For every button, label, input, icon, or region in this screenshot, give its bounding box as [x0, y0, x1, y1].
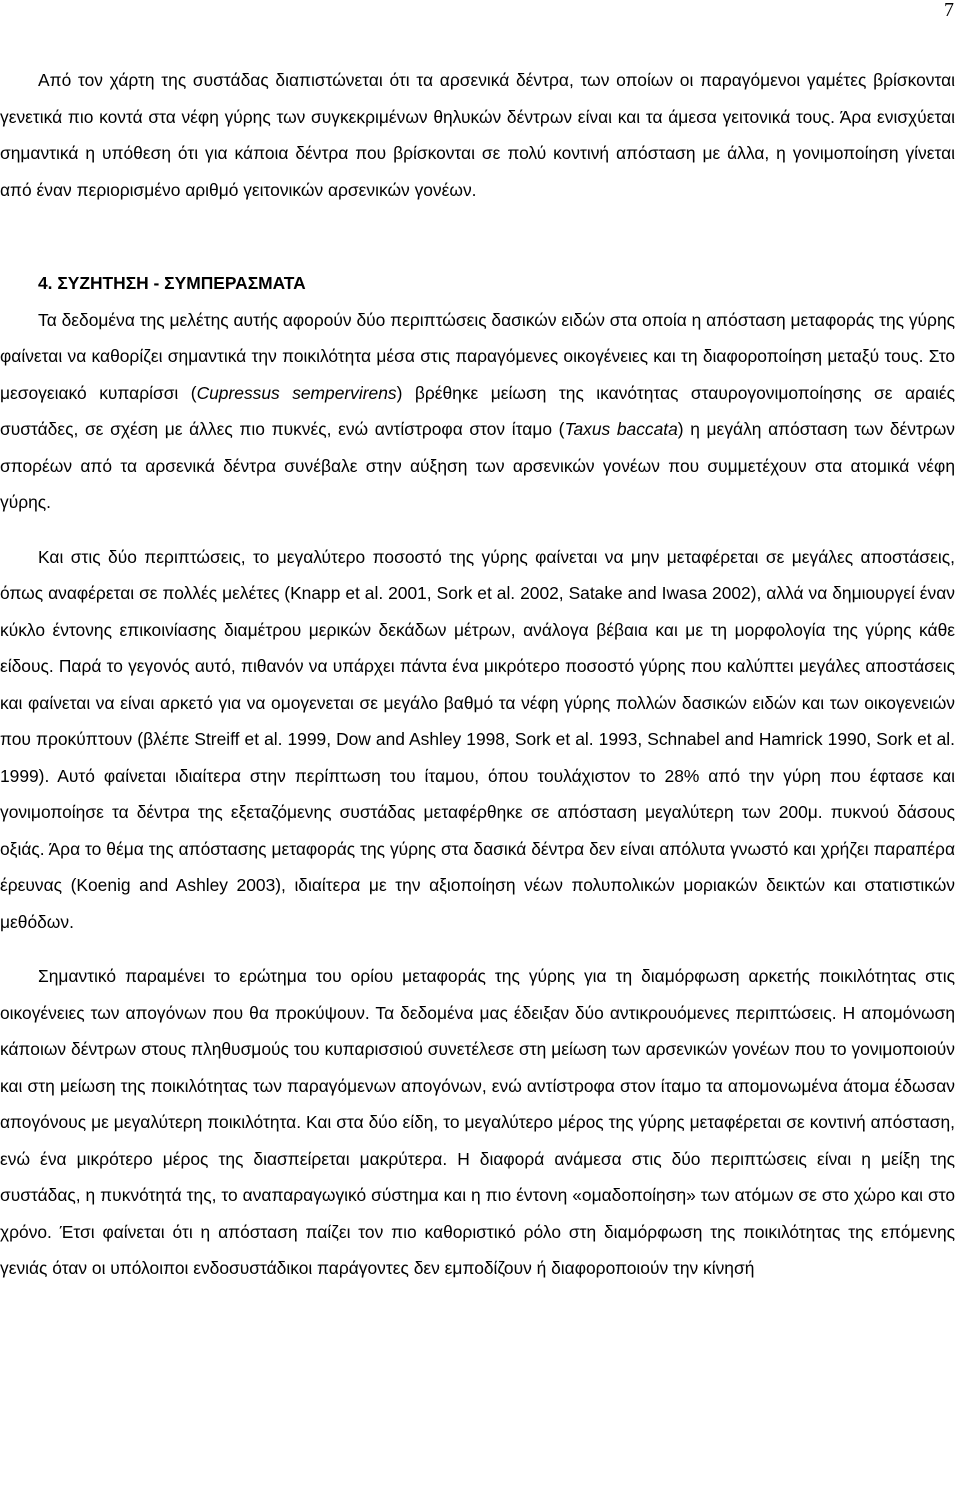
paragraph-map-findings: Από τον χάρτη της συστάδας διαπιστώνεται ότι τα αρσενικά δέντρα, των οποίων οι παραγόμενοι γαμέτες βρίσκονται γενετικά πιο κοντά στα νέφη γύρης των συγκεκριμένων θηλυκών δέντρων είναι και τα άμεσα γειτονικά τους. Άρα ενισχύεται σημαντικά η υπόθεση ότι για κάποια δέντρα που βρίσκονται σε πολύ κοντινή απόσταση με άλλα, η γονιμοποίηση γίνεται από έναν περιορισμένο αριθμό γειτονικών αρσενικών γονέων. [0, 70, 955, 200]
paragraph-pollen-limit-question: Σημαντικό παραμένει το ερώτημα του ορίου μεταφοράς της γύρης για τη διαμόρφωση αρκετής ποικιλότητας στις οικογένειες των απογόνων που θα προκύψουν. Τα δεδομένα μας έδειξαν δύο αντικρουόμενες περιπτώσεις. Η απομόνωση κάποιων δέντρων στους πληθυσμούς του κυπαρισσιού συνετέλεσε στη μείωση των αρσενικών γονέων που το γονιμοποιούν και στη μείωση της ποικιλότητας των παραγόμενων απογόνων, ενώ αντίστροφα στον ίταμο τα απομονωμένα άτομα έδωσαν απογόνους με μεγαλύτερη ποικιλότητα. Και στα δύο είδη, το μεγαλύτερο μέρος της γύρης μεταφέρεται σε κοντινή απόσταση, ενώ ένα μικρότερο μέρος της διασπείρεται μακρύτερα. Η διαφορά ανάμεσα στις δύο περιπτώσεις είναι η μείξη της συστάδας, η πυκνότητά της, το αναπαραγωγικό σύστημα και η πιο έντονη «ομαδοποίηση» των ατόμων σε στο χώρο και στο χρόνο. Έτσι φαίνεται ότι η απόσταση παίζει τον πιο καθοριστικό ρόλο στη διαμόρφωση της ποικιλότητας της επόμενης γενιάς όταν οι υπόλοιποι ενδοσυστάδικοι παράγοντες δεν εμποδίζουν ή διαφοροποιούν την κίνησή [0, 966, 955, 1278]
species-name-cupressus: Cupressus sempervirens [196, 382, 397, 403]
page-number: 7 [944, 0, 954, 21]
paragraph-text: ) η μεγάλη απόσταση των δέντρων σπορέων από τα αρσενικά δέντρα συνέβαλε στην αύξηση των αρσενικών γονέων που συμμετέχουν στα ατομικά νέφη γύρης. [0, 419, 955, 512]
paragraph-study-data [0, 302, 955, 521]
species-name-taxus: Taxus baccata [564, 419, 678, 439]
paragraph-text: ) βρέθηκε μείωση της ικανότητας σταυρογονιμοποίησης σε αραιές συστάδες, σε σχέση με άλλες πιο πυκνές, ενώ αντίστροφα στον ίταμο ( [0, 382, 955, 439]
paragraph-text: Τα δεδομένα της μελέτης αυτής αφορούν δύο περιπτώσεις δασικών ειδών στα οποία η απόσταση μεταφοράς της γύρης φαίνεται να καθορίζει σημαντικά την ποικιλότητα μέσα στις παραγόμενες οικογένειες και τη διαφοροποίηση μεταξύ τους. Στο μεσογειακό κυπαρίσσι ( [0, 309, 955, 403]
document-body [0, 62, 955, 1287]
section-heading-discussion: 4. ΣΥΖΗΤΗΣΗ - ΣΥΜΠΕΡΑΣΜΑΤΑ [38, 273, 306, 293]
paragraph-pollen-distance: Και στις δύο περιπτώσεις, το μεγαλύτερο ποσοστό της γύρης φαίνεται να μην μεταφέρεται σε μεγάλες αποστάσεις, όπως αναφέρεται σε πολλές μελέτες (Knapp et al. 2001, Sork et al. 2002, Satake and Iwasa 2002), αλλά να δημιουργεί έναν κύκλο έντονης επικοινίασης διαμέτρου μερικών δεκάδων μέτρων, ανάλογα βέβαια και με τη μορφολογία της γύρης κάθε είδους. Παρά το γεγονός αυτό, πιθανόν να υπάρχει πάντα ένα μικρότερο ποσοστό γύρης που καλύπτει μεγάλες αποστάσεις και φαίνεται να είναι αρκετό για να ομογενεται σε μεγάλο βαθμό τα νέφη γύρης πολλών δασικών ειδών και των οικογενειών που προκύπτουν (βλέπε Streiff et al. 1999, Dow and Ashley 1998, Sork et al. 1993, Schnabel and Hamrick 1990, Sork et al. 1999). Αυτό φαίνεται ιδιαίτερα στην περίπτωση του ίταμου, όπου τουλάχιστον το 28% από την γύρη που έφτασε και γονιμοποίησε τα δέντρα της εξεταζόμενης συστάδας μεταφέρθηκε σε απόσταση μεγαλύτερη των 200μ. πυκνού δάσους οξιάς. Άρα το θέμα της απόστασης μεταφοράς της γύρης στα δασικά δέντρα δεν είναι απόλυτα γνωστό και χρήζει παραπέρα έρευνας (Koenig and Ashley 2003), ιδιαίτερα με την αξιοποίηση νέων πολυπολικών μοριακών δεικτών και στατιστικών μεθόδων. [0, 546, 955, 932]
